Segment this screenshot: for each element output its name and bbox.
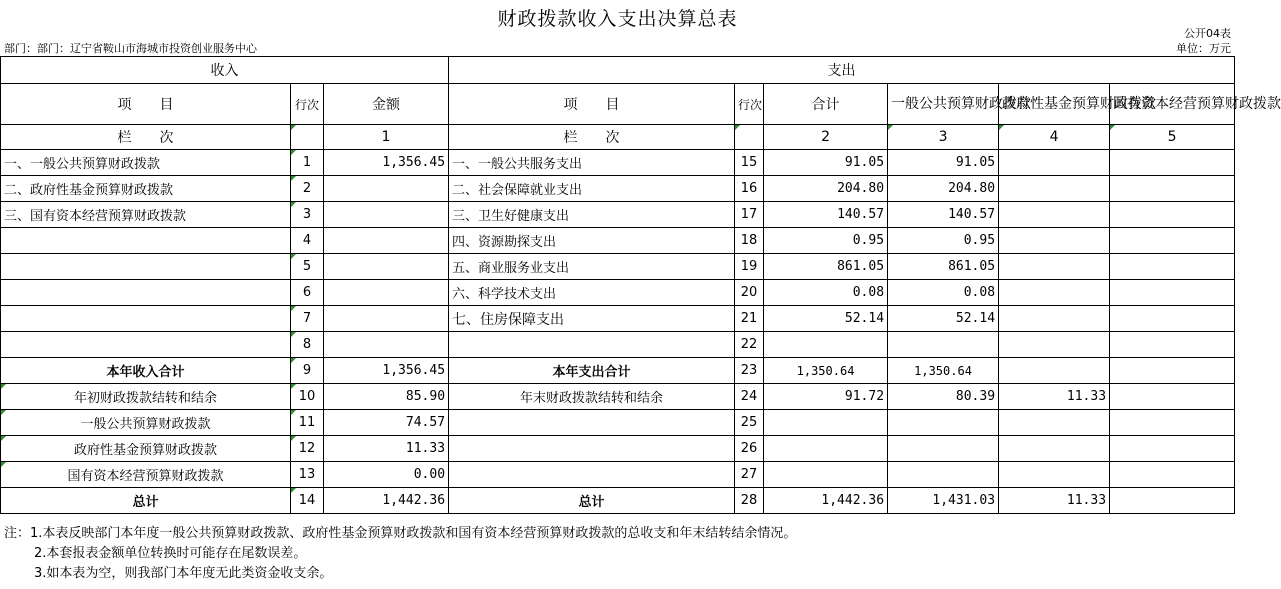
- amount-header: 金额: [324, 84, 449, 125]
- table-row: [1, 358, 1235, 384]
- income-item: [1, 254, 291, 280]
- column-4: 4: [999, 125, 1110, 150]
- income-amount: [324, 280, 449, 306]
- income-amount: 1,442.36: [324, 488, 449, 514]
- expense-fund: [999, 462, 1110, 488]
- table-row: [1, 488, 1235, 514]
- expense-general: 0.95: [888, 228, 999, 254]
- expense-fund: [999, 176, 1110, 202]
- expense-total: 0.08: [764, 280, 888, 306]
- income-item: 年初财政拨款结转和结余: [1, 384, 291, 410]
- income-column-label: 栏 次: [1, 125, 291, 150]
- table-row: [1, 228, 1235, 254]
- table-row: [1, 254, 1235, 280]
- income-amount: [324, 254, 449, 280]
- expense-general: 52.14: [888, 306, 999, 332]
- table-row: [1, 176, 1235, 202]
- note-line: 3.如本表为空，则我部门本年度无此类资金收支余。: [34, 566, 333, 581]
- expense-subtotal-label: 本年支出合计: [449, 358, 735, 384]
- expense-column-no-blank: [735, 125, 764, 150]
- expense-line-no: 22: [735, 332, 764, 358]
- income-grand-total-label: 总计: [1, 488, 291, 514]
- income-line-no: 1: [291, 150, 324, 176]
- income-item: [1, 306, 291, 332]
- expense-capital: [1110, 410, 1235, 436]
- expense-fund: [999, 150, 1110, 176]
- note-line: 注：1.本表反映部门本年度一般公共预算财政拨款、政府性基金预算财政拨款和国有资本经营预算财政拨款的总收支和年末结转结余情况。: [4, 526, 797, 541]
- expense-total: 1,350.64: [764, 358, 888, 384]
- expense-total: 91.72: [764, 384, 888, 410]
- expense-line-no: 17: [735, 202, 764, 228]
- expense-general: 91.05: [888, 150, 999, 176]
- income-column-no-blank: [291, 125, 324, 150]
- fiscal-summary-table: [0, 56, 1281, 514]
- income-item: 国有资本经营预算财政拨款: [1, 462, 291, 488]
- table-row: [1, 202, 1235, 228]
- income-line-no: 8: [291, 332, 324, 358]
- report-title: 财政拨款收入支出决算总表: [497, 8, 738, 30]
- table-row: [1, 332, 1235, 358]
- expense-line-no: 16: [735, 176, 764, 202]
- expense-capital: [1110, 202, 1235, 228]
- expense-item: 二、社会保障就业支出: [449, 176, 735, 202]
- income-line-no: 10: [291, 384, 324, 410]
- expense-general: [888, 436, 999, 462]
- expense-fund: [999, 202, 1110, 228]
- expense-capital: [1110, 462, 1235, 488]
- table-row: [1, 384, 1235, 410]
- expense-fund: [999, 228, 1110, 254]
- income-amount: 1,356.45: [324, 358, 449, 384]
- expense-general: 1,431.03: [888, 488, 999, 514]
- expense-line-no-header: 行次: [735, 84, 764, 125]
- table-row: [1, 462, 1235, 488]
- expense-item: 六、科学技术支出: [449, 280, 735, 306]
- income-item-header: 项 目: [1, 84, 291, 125]
- expense-item: 四、资源勘探支出: [449, 228, 735, 254]
- expense-fund: [999, 280, 1110, 306]
- expense-item: 年末财政拨款结转和结余: [449, 384, 735, 410]
- expense-general: 1,350.64: [888, 358, 999, 384]
- expense-item: 三、卫生好健康支出: [449, 202, 735, 228]
- expense-total: [764, 436, 888, 462]
- income-amount: [324, 176, 449, 202]
- state-capital-header: 国有资本经营预算财政拨款: [1110, 84, 1235, 125]
- income-amount: 0.00: [324, 462, 449, 488]
- table-row: [1, 306, 1235, 332]
- income-line-no: 3: [291, 202, 324, 228]
- expense-line-no: 26: [735, 436, 764, 462]
- expense-column-label: 栏 次: [449, 125, 735, 150]
- expense-item: [449, 410, 735, 436]
- expense-capital: [1110, 488, 1235, 514]
- expense-line-no: 23: [735, 358, 764, 384]
- income-amount: 74.57: [324, 410, 449, 436]
- expense-item: [449, 332, 735, 358]
- unit-label: 单位：万元: [1176, 42, 1231, 55]
- column-2: 2: [764, 125, 888, 150]
- income-amount: [324, 332, 449, 358]
- expense-capital: [1110, 280, 1235, 306]
- expense-fund: [999, 332, 1110, 358]
- expense-fund: [999, 436, 1110, 462]
- income-item: [1, 280, 291, 306]
- expense-item: 五、商业服务业支出: [449, 254, 735, 280]
- expense-total: 0.95: [764, 228, 888, 254]
- expense-item-header: 项 目: [449, 84, 735, 125]
- expense-capital: [1110, 150, 1235, 176]
- expense-line-no: 19: [735, 254, 764, 280]
- income-line-no: 13: [291, 462, 324, 488]
- expense-capital: [1110, 228, 1235, 254]
- income-line-no: 4: [291, 228, 324, 254]
- column-5: 5: [1110, 125, 1235, 150]
- expense-line-no: 27: [735, 462, 764, 488]
- general-budget-header: 一般公共预算财政拨款: [888, 84, 999, 125]
- table-row: [1, 410, 1235, 436]
- expense-total: [764, 332, 888, 358]
- income-item: [1, 332, 291, 358]
- expense-capital: [1110, 436, 1235, 462]
- income-line-no: 11: [291, 410, 324, 436]
- income-line-no: 6: [291, 280, 324, 306]
- income-amount: [324, 228, 449, 254]
- expense-item: 一、一般公共服务支出: [449, 150, 735, 176]
- expense-fund: [999, 410, 1110, 436]
- expense-fund: 11.33: [999, 384, 1110, 410]
- expense-fund: [999, 358, 1110, 384]
- column-1: 1: [324, 125, 449, 150]
- expense-capital: [1110, 254, 1235, 280]
- gov-fund-header: 政府性基金预算财政拨款: [999, 84, 1110, 125]
- expense-grand-total-label: 总计: [449, 488, 735, 514]
- expense-line-no: 20: [735, 280, 764, 306]
- income-line-no: 12: [291, 436, 324, 462]
- expense-general: 861.05: [888, 254, 999, 280]
- income-amount: [324, 306, 449, 332]
- column-3: 3: [888, 125, 999, 150]
- form-number: 公开04表: [1184, 27, 1231, 40]
- expense-line-no: 28: [735, 488, 764, 514]
- expense-total: 1,442.36: [764, 488, 888, 514]
- income-amount: [324, 202, 449, 228]
- expense-fund: 11.33: [999, 488, 1110, 514]
- expense-item: [449, 462, 735, 488]
- income-item: 一般公共预算财政拨款: [1, 410, 291, 436]
- expense-line-no: 25: [735, 410, 764, 436]
- income-section-header: 收入: [1, 57, 449, 84]
- note-line: 2.本套报表金额单位转换时可能存在尾数误差。: [34, 546, 307, 561]
- expense-section-header: 支出: [449, 57, 1235, 84]
- expense-capital: [1110, 332, 1235, 358]
- expense-total: [764, 410, 888, 436]
- expense-capital: [1110, 176, 1235, 202]
- department-label: 部门：部门：辽宁省鞍山市海城市投资创业服务中心: [4, 42, 257, 55]
- expense-capital: [1110, 306, 1235, 332]
- income-line-no: 2: [291, 176, 324, 202]
- expense-fund: [999, 306, 1110, 332]
- expense-total: [764, 462, 888, 488]
- income-item: 政府性基金预算财政拨款: [1, 436, 291, 462]
- expense-general: 204.80: [888, 176, 999, 202]
- expense-capital: [1110, 384, 1235, 410]
- expense-line-no: 24: [735, 384, 764, 410]
- income-subtotal-label: 本年收入合计: [1, 358, 291, 384]
- expense-total: 204.80: [764, 176, 888, 202]
- income-amount: 85.90: [324, 384, 449, 410]
- expense-total: 91.05: [764, 150, 888, 176]
- expense-total: 861.05: [764, 254, 888, 280]
- expense-general: 0.08: [888, 280, 999, 306]
- income-item: 三、国有资本经营预算财政拨款: [1, 202, 291, 228]
- income-line-no: 9: [291, 358, 324, 384]
- income-line-no: 5: [291, 254, 324, 280]
- total-header: 合计: [764, 84, 888, 125]
- income-item: [1, 228, 291, 254]
- table-row: [1, 436, 1235, 462]
- expense-fund: [999, 254, 1110, 280]
- notes: [4, 524, 796, 584]
- expense-general: 80.39: [888, 384, 999, 410]
- table-row: [1, 280, 1235, 306]
- expense-total: 52.14: [764, 306, 888, 332]
- income-amount: 11.33: [324, 436, 449, 462]
- expense-item: 七、住房保障支出: [449, 306, 735, 332]
- income-item: 一、一般公共预算财政拨款: [1, 150, 291, 176]
- income-line-no: 7: [291, 306, 324, 332]
- expense-line-no: 21: [735, 306, 764, 332]
- income-line-no-header: 行次: [291, 84, 324, 125]
- expense-line-no: 18: [735, 228, 764, 254]
- expense-general: [888, 332, 999, 358]
- income-item: 二、政府性基金预算财政拨款: [1, 176, 291, 202]
- income-line-no: 14: [291, 488, 324, 514]
- expense-line-no: 15: [735, 150, 764, 176]
- expense-total: 140.57: [764, 202, 888, 228]
- expense-capital: [1110, 358, 1235, 384]
- expense-general: 140.57: [888, 202, 999, 228]
- table-row: [1, 150, 1235, 176]
- income-amount: 1,356.45: [324, 150, 449, 176]
- expense-general: [888, 462, 999, 488]
- expense-item: [449, 436, 735, 462]
- expense-general: [888, 410, 999, 436]
